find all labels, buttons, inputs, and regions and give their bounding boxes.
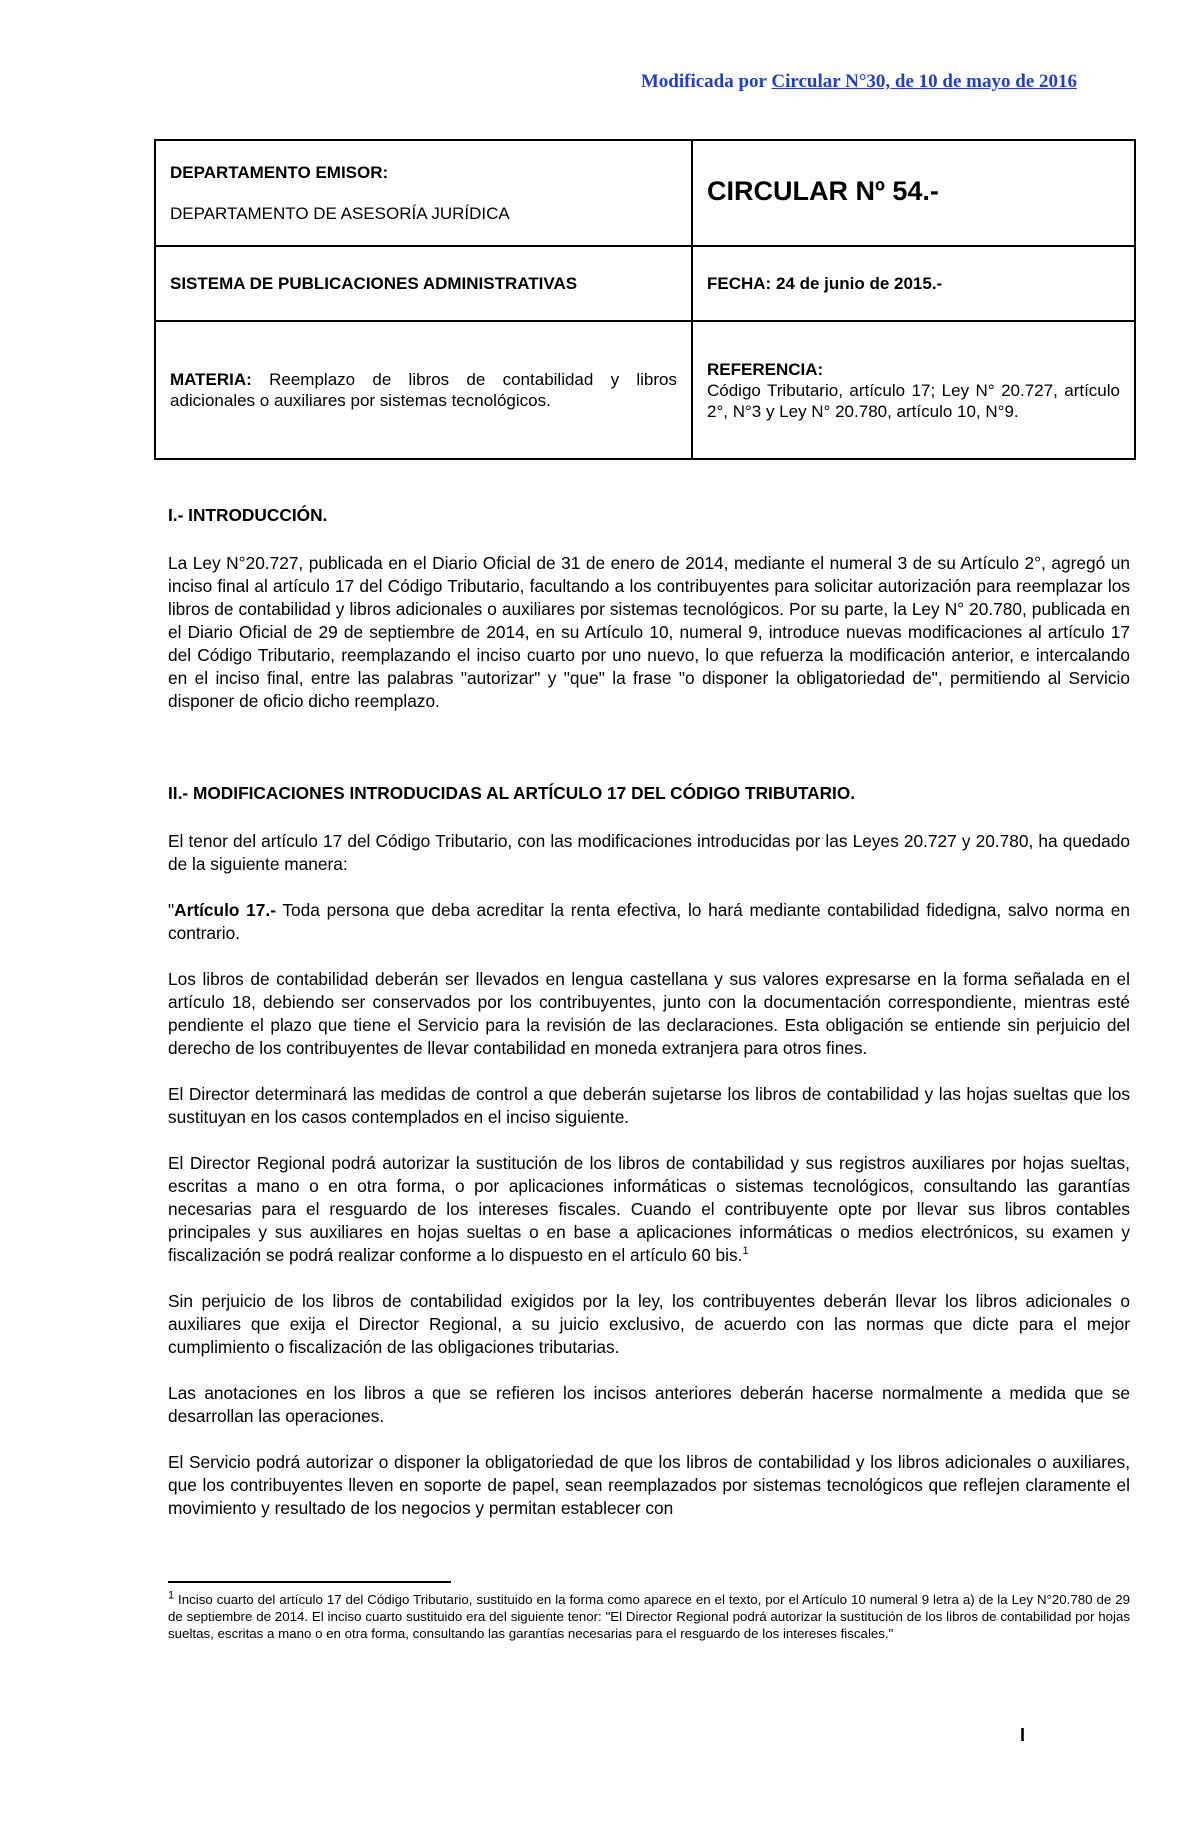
footnote-marker: 1 <box>168 1589 175 1602</box>
sistema-cell <box>155 246 692 321</box>
article-paragraph-3: El Director determinará las medidas de control a que deberán sujetarse los libros de contabilidad y las hojas sueltas que los sustituyan en los casos contemplados en el inciso siguiente. <box>168 1084 1130 1127</box>
modification-link[interactable]: Circular N°30, de 10 de mayo de 2016 <box>771 71 1077 92</box>
circular-info-table <box>154 139 1136 460</box>
page-number: I <box>1020 1725 1026 1745</box>
article-paragraph-5: Sin perjuicio de los libros de contabilidad exigidos por la ley, los contribuyentes deberán llevar los libros adicionales o auxiliares que exija el Director Regional, a su juicio exclusivo, de acuerdo con las normas que dicte para el mejor cumplimiento o fiscalización de las obligaciones tributarias. <box>168 1291 1130 1357</box>
circular-cell <box>692 140 1135 246</box>
footnote-1 <box>168 1591 1130 1642</box>
article-open-quote: " <box>168 900 175 920</box>
footnote-text: Inciso cuarto del artículo 17 del Código Tributario, sustituido en la forma como aparece en el texto, por el Artículo 10 numeral 9 letra a) de la Ley N°20.780 de 29 de septiembre de 2014. El inciso cuarto sustituido era del siguiente tenor: "El Director Regional podrá autorizar la sustitución de los libros de contabilidad por hojas sueltas, escritas a mano o en otra forma, consultando las garantías necesarias para el resguardo de los intereses fiscales." <box>168 1592 1130 1641</box>
emisor-label: DEPARTAMENTO EMISOR: <box>170 163 389 182</box>
article-17-text: Toda persona que deba acreditar la renta efectiva, lo hará mediante contabilidad fidedigna, salvo norma en contrario. <box>168 900 1130 943</box>
footnote-reference[interactable]: 1 <box>742 1245 749 1258</box>
circular-number: CIRCULAR Nº 54.- <box>707 176 939 206</box>
section-2-intro: El tenor del artículo 17 del Código Tributario, con las modificaciones introducidas por las Leyes 20.727 y 20.780, ha quedado de la siguiente manera: <box>168 831 1130 874</box>
section-1-heading: I.- INTRODUCCIÓN. <box>168 505 328 525</box>
materia-cell <box>155 321 692 459</box>
materia-text: Reemplazo de libros de contabilidad y libros adicionales o auxiliares por sistemas tecnológicos. <box>170 370 677 410</box>
fecha-label: FECHA: 24 de junio de 2015.- <box>707 274 943 293</box>
fecha-cell <box>692 246 1135 321</box>
article-paragraph-4 <box>168 1152 1130 1267</box>
article-17-paragraph <box>168 899 1130 945</box>
modification-note <box>0 71 1077 93</box>
materia-label: MATERIA: <box>170 370 252 389</box>
article-paragraph-6: Las anotaciones en los libros a que se refieren los incisos anteriores deberán hacerse normalmente a medida que se desarrollan las operaciones. <box>168 1383 1130 1426</box>
emisor-value: DEPARTAMENTO DE ASESORÍA JURÍDICA <box>170 204 510 223</box>
section-introduccion <box>168 504 1130 713</box>
article-paragraph-2: Los libros de contabilidad deberán ser llevados en lengua castellana y sus valores expresarse en la forma señalada en el artículo 18, debiendo ser conservados por los contribuyentes, junto con la documentación correspondiente, mientras esté pendiente el plazo que tiene el Servicio para la revisión de las declaraciones. Esta obligación se entiende sin perjuicio del derecho de los contribuyentes de llevar contabilidad en moneda extranjera para otros fines. <box>168 969 1130 1058</box>
footnote-separator <box>168 1581 451 1583</box>
section-1-paragraph: La Ley N°20.727, publicada en el Diario Oficial de 31 de enero de 2014, mediante el numeral 3 de su Artículo 2°, agregó un inciso final al artículo 17 del Código Tributario, facultando a los contribuyentes para solicitar autorización para reemplazar los libros de contabilidad y libros adicionales o auxiliares por sistemas tecnológicos. Por su parte, la Ley N° 20.780, publicada en el Diario Oficial de 29 de septiembre de 2014, en su Artículo 10, numeral 9, introduce nuevas modificaciones al artículo 17 del Código Tributario, reemplazando el inciso cuarto por uno nuevo, lo que refuerza la modificación anterior, e intercalando en el inciso final, entre las palabras "autorizar" y "que" la frase "o disponer la obligatoriedad de", permitiendo al Servicio disponer de oficio dicho reemplazo. <box>168 553 1130 711</box>
article-17-label: Artículo 17.- <box>174 900 276 920</box>
sistema-label: SISTEMA DE PUBLICACIONES ADMINISTRATIVAS <box>170 274 578 293</box>
referencia-cell <box>692 321 1135 459</box>
modification-prefix: Modificada por <box>640 71 772 92</box>
section-modificaciones <box>168 782 1130 1520</box>
referencia-text: Código Tributario, artículo 17; Ley N° 20.727, artículo 2°, N°3 y Ley N° 20.780, artículo 10, N°9. <box>707 380 1120 421</box>
section-2-heading: II.- MODIFICACIONES INTRODUCIDAS AL ARTÍCULO 17 DEL CÓDIGO TRIBUTARIO. <box>168 783 856 803</box>
article-paragraph-7: El Servicio podrá autorizar o disponer la obligatoriedad de que los libros de contabilidad y los libros adicionales o auxiliares, que los contribuyentes lleven en soporte de papel, sean reemplazados por sistemas tecnológicos que reflejen claramente el movimiento y resultado de los negocios y permitan establecer con <box>168 1452 1130 1518</box>
article-paragraph-4-text: El Director Regional podrá autorizar la sustitución de los libros de contabilidad y sus registros auxiliares por hojas sueltas, escritas a mano o en otra forma, o por aplicaciones informáticas o sistemas tecnológicos, consultando las garantías necesarias para el resguardo de los intereses fiscales. Cuando el contribuyente opte por llevar sus libros contables principales y sus auxiliares en hojas sueltas o en base a aplicaciones informáticas o medios electrónicos, su examen y fiscalización se podrá realizar conforme a lo dispuesto en el artículo 60 bis. <box>168 1153 1130 1265</box>
referencia-label: REFERENCIA: <box>707 359 824 379</box>
emisor-cell <box>155 140 692 246</box>
